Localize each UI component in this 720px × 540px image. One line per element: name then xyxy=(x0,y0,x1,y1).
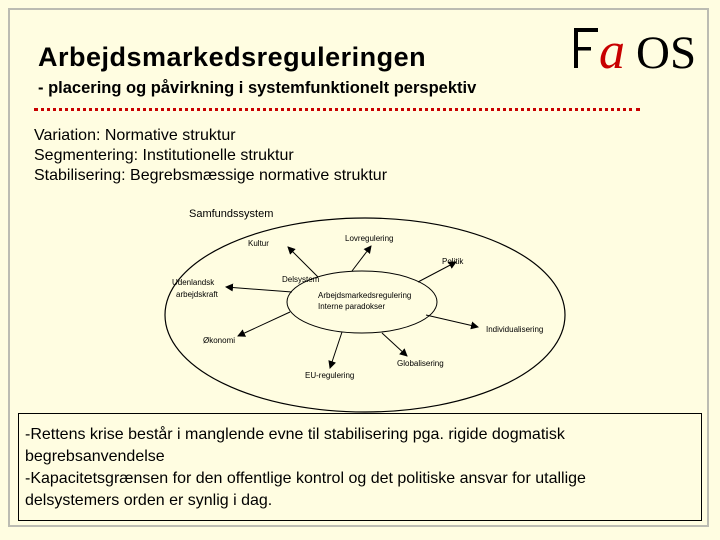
slide-subtitle: - placering og påvirkning i systemfunktionelt perspektiv xyxy=(38,79,477,97)
node-eu-regulering: EU-regulering xyxy=(305,371,355,380)
node-kultur: Kultur xyxy=(248,239,269,248)
node-individualisering: Individualisering xyxy=(486,325,544,334)
node-udenlandsk-line1: Udenlandsk xyxy=(172,278,215,287)
slide-title: Arbejdsmarkedsreguleringen xyxy=(38,42,427,72)
conclusion-line-1: -Rettens krise består i manglende evne til stabilisering pga. rigide dogmatisk xyxy=(25,426,565,443)
node-udenlandsk-line2: arbejdskraft xyxy=(176,290,218,299)
logo-a-letter: a xyxy=(599,23,625,80)
arrow-to-globalisering xyxy=(382,333,407,356)
arrow-to-lovregulering xyxy=(352,246,371,271)
arrow-to-eu-regulering xyxy=(330,332,342,368)
intro-line-segmentering: Segmentering: Institutionelle struktur xyxy=(34,147,294,164)
intro-line-stabilisering: Stabilisering: Begrebsmæssige normative struktur xyxy=(34,167,388,184)
arrow-to-individualisering xyxy=(426,315,478,327)
node-okonomi: Økonomi xyxy=(203,336,236,345)
arrow-to-kultur xyxy=(288,247,318,277)
node-lovregulering: Lovregulering xyxy=(345,234,394,243)
conclusion-line-3: -Kapacitetsgrænsen for den offentlige kontrol og det politiske ansvar for utallige xyxy=(25,470,586,487)
samfundssystem-label: Samfundssystem xyxy=(189,208,274,220)
node-center-line1: Arbejdsmarkedsregulering xyxy=(318,291,412,300)
conclusion-line-2: begrebsanvendelse xyxy=(25,448,165,465)
node-globalisering: Globalisering xyxy=(397,359,444,368)
logo-os-letters: OS xyxy=(636,27,697,79)
node-center-line2: Interne paradokser xyxy=(318,302,386,311)
intro-line-variation: Variation: Normative struktur xyxy=(34,127,236,144)
conclusion-line-4: delsystemers orden er synlig i dag. xyxy=(25,492,273,509)
node-delsystem: Delsystem xyxy=(282,275,320,284)
conclusion-box xyxy=(18,413,702,521)
arrow-to-udenlandsk xyxy=(226,287,292,292)
arrow-to-okonomi xyxy=(238,312,290,336)
node-politik: Politik xyxy=(442,257,464,266)
